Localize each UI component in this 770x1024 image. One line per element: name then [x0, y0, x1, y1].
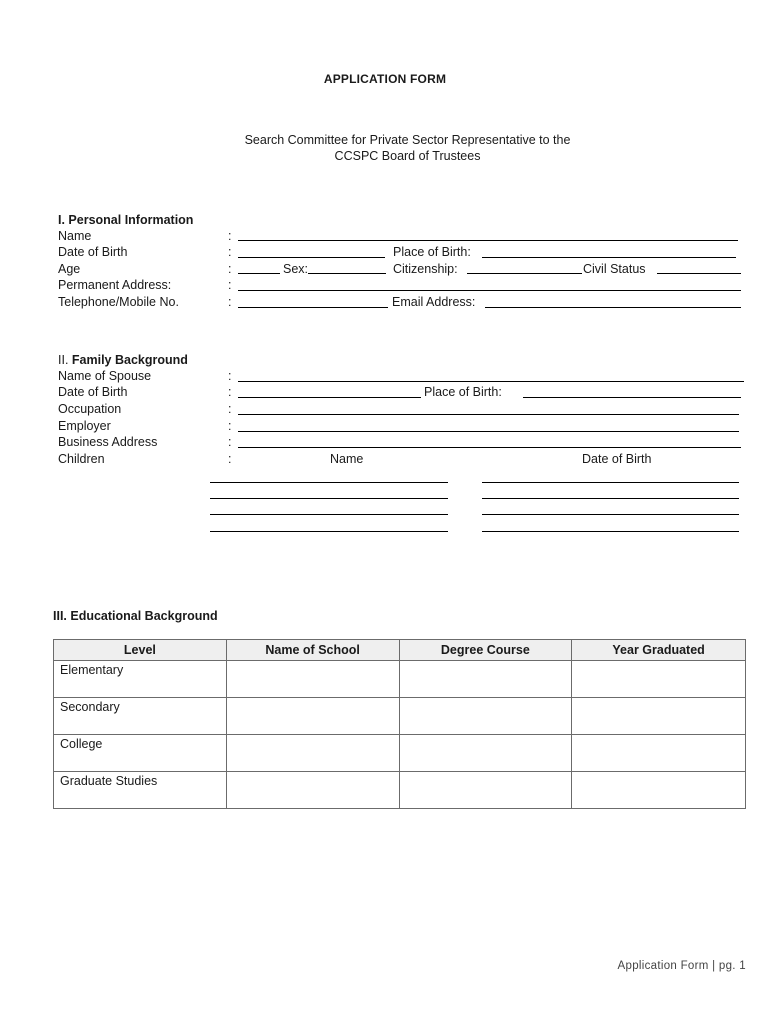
column-header-year: Year Graduated — [572, 640, 746, 661]
school-cell[interactable] — [226, 735, 399, 772]
table-row — [54, 772, 746, 809]
citizenship-label: Citizenship: — [393, 262, 458, 276]
occupation-label: Occupation — [58, 402, 122, 416]
spouse-pob-label: Place of Birth: — [424, 385, 502, 399]
age-field[interactable] — [238, 273, 280, 274]
business-address-label: Business Address — [58, 435, 158, 449]
pob-label: Place of Birth: — [393, 245, 471, 259]
child-name-field-4[interactable] — [210, 531, 448, 532]
child-dob-field-1[interactable] — [482, 482, 739, 483]
year-cell[interactable] — [572, 772, 746, 809]
employer-label: Employer — [58, 419, 111, 433]
degree-cell[interactable] — [399, 698, 572, 735]
child-name-field-1[interactable] — [210, 482, 448, 483]
spouse-dob-label: Date of Birth — [58, 385, 128, 399]
citizenship-field[interactable] — [467, 273, 582, 274]
table-row — [54, 698, 746, 735]
child-name-field-3[interactable] — [210, 514, 448, 515]
page-footer: Application Form | pg. 1 — [617, 960, 746, 972]
dob-label: Date of Birth — [58, 245, 128, 259]
phone-field[interactable] — [238, 307, 388, 308]
business-address-field[interactable] — [238, 447, 741, 448]
education-heading: III. Educational Background — [53, 609, 218, 623]
colon: : — [228, 402, 232, 416]
occupation-field[interactable] — [238, 414, 739, 415]
level-cell: Graduate Studies — [54, 772, 227, 809]
pob-field[interactable] — [482, 257, 736, 258]
form-subtitle-line2: CCSPC Board of Trustees — [334, 149, 481, 163]
column-header-school: Name of School — [226, 640, 399, 661]
colon: : — [228, 295, 232, 309]
degree-cell[interactable] — [399, 772, 572, 809]
children-name-header: Name — [330, 452, 364, 466]
family-heading — [58, 352, 188, 368]
degree-cell[interactable] — [399, 735, 572, 772]
name-field[interactable] — [238, 240, 738, 241]
spouse-pob-field[interactable] — [523, 397, 741, 398]
level-cell: Elementary — [54, 661, 227, 698]
spouse-label: Name of Spouse — [58, 369, 152, 383]
column-header-level: Level — [54, 640, 227, 661]
degree-cell[interactable] — [399, 661, 572, 698]
sex-field[interactable] — [308, 273, 386, 274]
family-heading-prefix: II. — [58, 353, 69, 367]
family-heading-text: Family Background — [71, 353, 188, 367]
child-dob-field-4[interactable] — [482, 531, 739, 532]
level-cell: College — [54, 735, 227, 772]
child-name-field-2[interactable] — [210, 498, 448, 499]
colon: : — [228, 369, 232, 383]
school-cell[interactable] — [226, 661, 399, 698]
spouse-field[interactable] — [238, 381, 744, 382]
personal-info-heading: I. Personal Information — [58, 213, 194, 227]
phone-label: Telephone/Mobile No. — [58, 295, 179, 309]
colon: : — [228, 278, 232, 292]
education-header-row — [54, 640, 746, 661]
colon: : — [228, 385, 232, 399]
colon: : — [228, 245, 232, 259]
education-table — [53, 639, 746, 809]
email-label: Email Address: — [392, 295, 476, 309]
children-label: Children — [58, 452, 105, 466]
colon: : — [228, 435, 232, 449]
table-row — [54, 661, 746, 698]
child-dob-field-2[interactable] — [482, 498, 739, 499]
school-cell[interactable] — [226, 772, 399, 809]
level-cell: Secondary — [54, 698, 227, 735]
civil-status-field[interactable] — [657, 273, 741, 274]
school-cell[interactable] — [226, 698, 399, 735]
name-label: Name — [58, 229, 92, 243]
year-cell[interactable] — [572, 661, 746, 698]
sex-label: Sex: — [283, 262, 309, 276]
children-dob-header: Date of Birth — [582, 452, 652, 466]
colon: : — [228, 229, 232, 243]
civil-status-label: Civil Status — [583, 262, 646, 276]
colon: : — [228, 262, 232, 276]
colon: : — [228, 452, 232, 466]
email-field[interactable] — [485, 307, 741, 308]
spouse-dob-field[interactable] — [238, 397, 421, 398]
address-field[interactable] — [238, 290, 741, 291]
address-label: Permanent Address: — [58, 278, 172, 292]
year-cell[interactable] — [572, 698, 746, 735]
column-header-degree: Degree Course — [399, 640, 572, 661]
table-row — [54, 735, 746, 772]
child-dob-field-3[interactable] — [482, 514, 739, 515]
dob-field[interactable] — [238, 257, 385, 258]
employer-field[interactable] — [238, 431, 739, 432]
age-label: Age — [58, 262, 81, 276]
colon: : — [228, 419, 232, 433]
form-subtitle-line1: Search Committee for Private Sector Representative to the — [244, 133, 571, 147]
year-cell[interactable] — [572, 735, 746, 772]
form-title: APPLICATION FORM — [323, 72, 447, 86]
